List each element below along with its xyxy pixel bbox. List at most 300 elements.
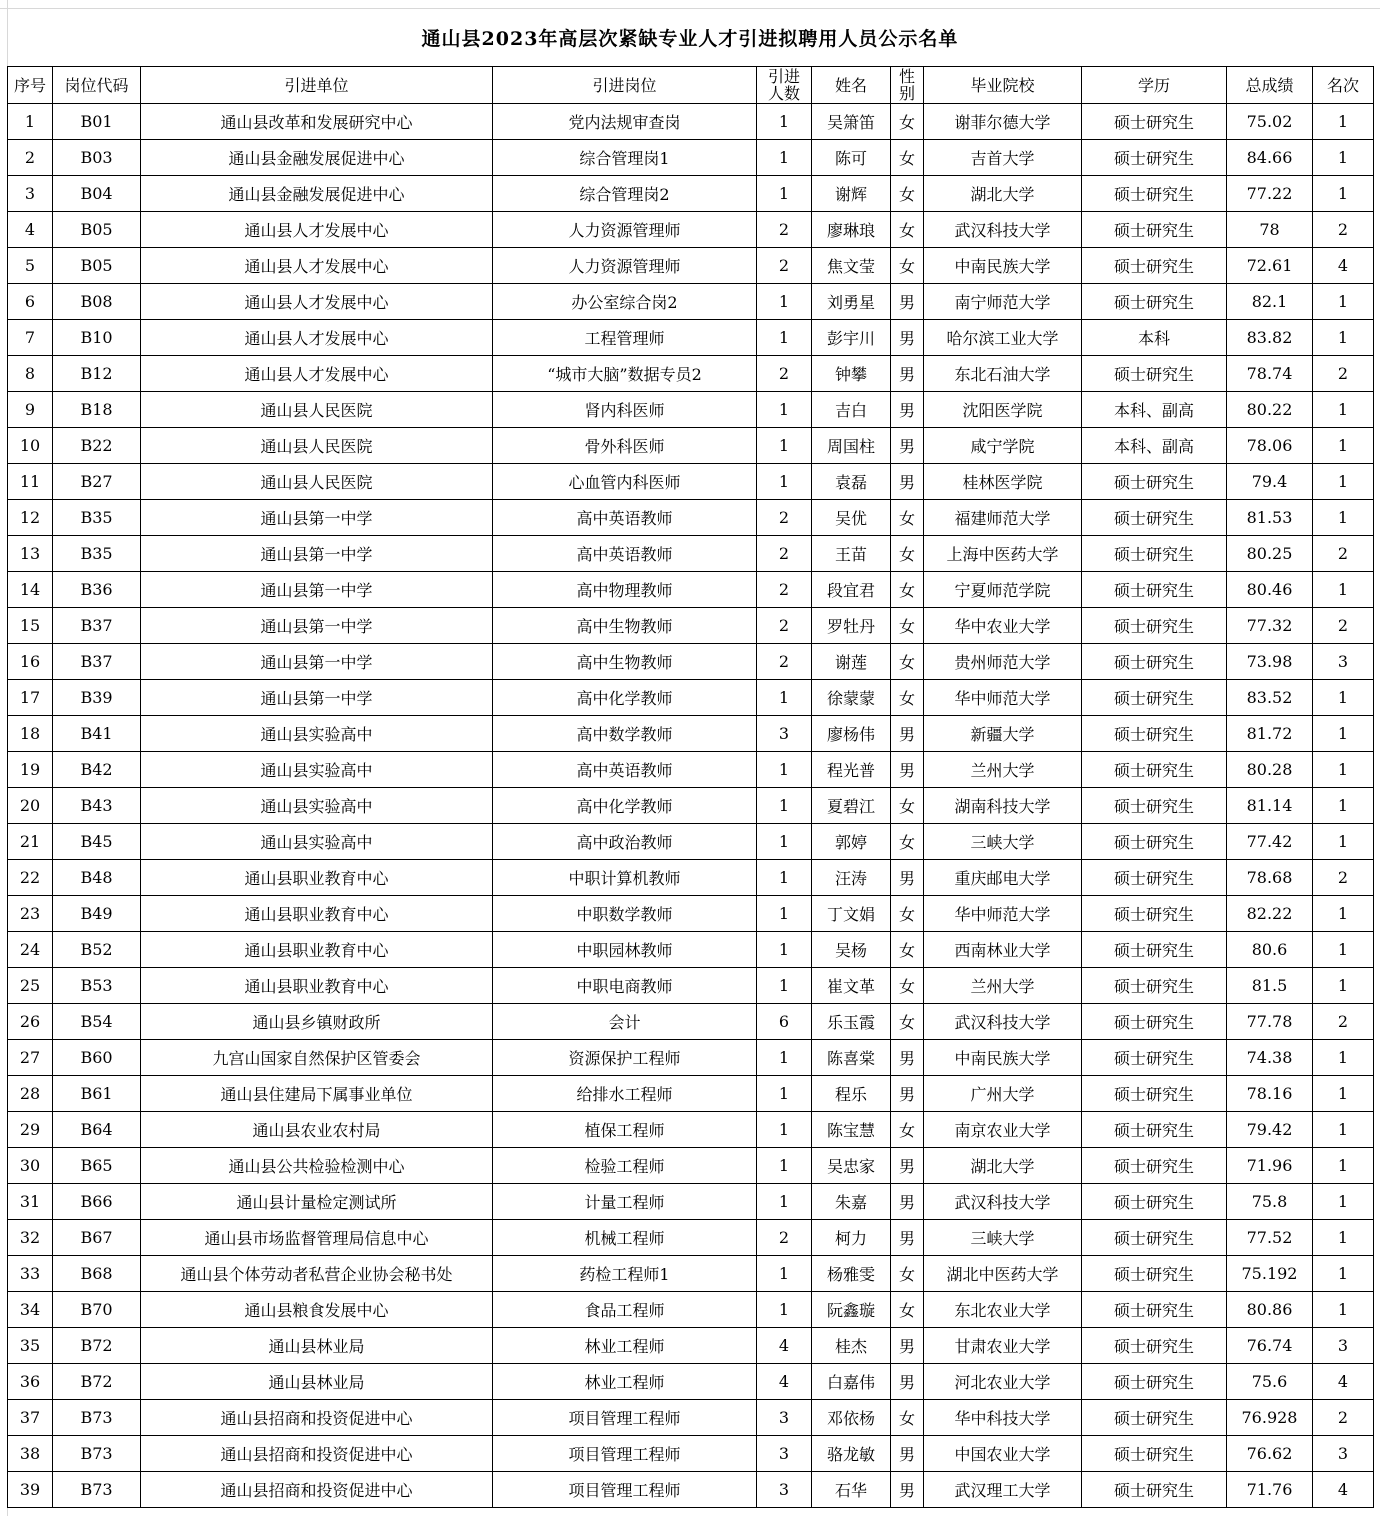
cell-name: 邓依杨 — [812, 1400, 891, 1436]
cell-degree: 硕士研究生 — [1082, 140, 1227, 176]
cell-quota: 1 — [757, 680, 812, 716]
cell-index: 27 — [8, 1040, 53, 1076]
cell-school: 中国农业大学 — [924, 1436, 1082, 1472]
header-post-code: 岗位代码 — [53, 67, 141, 104]
cell-rank: 1 — [1313, 1256, 1374, 1292]
cell-quota: 3 — [757, 1472, 812, 1508]
cell-post-code: B73 — [53, 1472, 141, 1508]
cell-score: 71.76 — [1227, 1472, 1313, 1508]
cell-degree: 硕士研究生 — [1082, 356, 1227, 392]
table-row — [8, 824, 1374, 860]
cell-post-code: B48 — [53, 860, 141, 896]
cell-gender: 女 — [891, 968, 924, 1004]
cell-rank: 1 — [1313, 968, 1374, 1004]
table-row — [8, 1004, 1374, 1040]
cell-name: 徐蒙蒙 — [812, 680, 891, 716]
cell-index: 11 — [8, 464, 53, 500]
cell-quota: 3 — [757, 716, 812, 752]
table-row — [8, 428, 1374, 464]
table-body — [8, 104, 1374, 1508]
cell-name: 刘勇星 — [812, 284, 891, 320]
cell-school: 福建师范大学 — [924, 500, 1082, 536]
cell-post: 骨外科医师 — [493, 428, 757, 464]
cell-score: 81.72 — [1227, 716, 1313, 752]
cell-gender: 男 — [891, 428, 924, 464]
cell-gender: 男 — [891, 356, 924, 392]
cell-gender: 女 — [891, 1292, 924, 1328]
cell-name: 袁磊 — [812, 464, 891, 500]
cell-quota: 1 — [757, 176, 812, 212]
cell-index: 25 — [8, 968, 53, 1004]
cell-school: 湖北大学 — [924, 1148, 1082, 1184]
cell-score: 75.8 — [1227, 1184, 1313, 1220]
cell-post-code: B04 — [53, 176, 141, 212]
cell-unit: 通山县人才发展中心 — [141, 212, 493, 248]
header-quota-text: 引进人数 — [767, 67, 800, 103]
cell-gender: 女 — [891, 104, 924, 140]
cell-index: 18 — [8, 716, 53, 752]
header-rank: 名次 — [1313, 67, 1374, 104]
cell-rank: 1 — [1313, 1148, 1374, 1184]
table-row — [8, 1400, 1374, 1436]
cell-school: 咸宁学院 — [924, 428, 1082, 464]
cell-degree: 硕士研究生 — [1082, 1256, 1227, 1292]
cell-school: 武汉科技大学 — [924, 1004, 1082, 1040]
cell-gender: 女 — [891, 176, 924, 212]
cell-unit: 通山县人才发展中心 — [141, 320, 493, 356]
cell-index: 33 — [8, 1256, 53, 1292]
cell-rank: 1 — [1313, 752, 1374, 788]
cell-post-code: B22 — [53, 428, 141, 464]
cell-unit: 通山县实验高中 — [141, 752, 493, 788]
cell-rank: 1 — [1313, 1040, 1374, 1076]
cell-index: 28 — [8, 1076, 53, 1112]
cell-post: 人力资源管理师 — [493, 212, 757, 248]
cell-school: 华中农业大学 — [924, 608, 1082, 644]
cell-rank: 3 — [1313, 644, 1374, 680]
cell-quota: 2 — [757, 536, 812, 572]
cell-unit: 通山县粮食发展中心 — [141, 1292, 493, 1328]
header-index: 序号 — [8, 67, 53, 104]
cell-post-code: B01 — [53, 104, 141, 140]
cell-score: 81.53 — [1227, 500, 1313, 536]
cell-post-code: B35 — [53, 500, 141, 536]
cell-rank: 1 — [1313, 1292, 1374, 1328]
cell-post: 综合管理岗2 — [493, 176, 757, 212]
cell-gender: 女 — [891, 1400, 924, 1436]
cell-unit: 通山县林业局 — [141, 1364, 493, 1400]
cell-score: 77.22 — [1227, 176, 1313, 212]
table-row — [8, 752, 1374, 788]
cell-post-code: B70 — [53, 1292, 141, 1328]
cell-gender: 女 — [891, 248, 924, 284]
cell-post-code: B03 — [53, 140, 141, 176]
cell-quota: 1 — [757, 284, 812, 320]
table-row — [8, 572, 1374, 608]
cell-rank: 4 — [1313, 248, 1374, 284]
cell-index: 16 — [8, 644, 53, 680]
cell-unit: 通山县招商和投资促进中心 — [141, 1472, 493, 1508]
cell-unit: 通山县职业教育中心 — [141, 932, 493, 968]
cell-name: 汪涛 — [812, 860, 891, 896]
table-row — [8, 1292, 1374, 1328]
table-row — [8, 1436, 1374, 1472]
cell-rank: 1 — [1313, 500, 1374, 536]
cell-unit: 通山县乡镇财政所 — [141, 1004, 493, 1040]
cell-gender: 女 — [891, 1004, 924, 1040]
cell-unit: 通山县个体劳动者私营企业协会秘书处 — [141, 1256, 493, 1292]
cell-index: 15 — [8, 608, 53, 644]
table-row — [8, 896, 1374, 932]
cell-quota: 1 — [757, 824, 812, 860]
sheet-bottom-area — [0, 1501, 1380, 1516]
cell-index: 35 — [8, 1328, 53, 1364]
cell-unit: 通山县人才发展中心 — [141, 356, 493, 392]
cell-degree: 硕士研究生 — [1082, 1220, 1227, 1256]
cell-rank: 2 — [1313, 1400, 1374, 1436]
cell-unit: 通山县人民医院 — [141, 428, 493, 464]
cell-degree: 硕士研究生 — [1082, 824, 1227, 860]
cell-degree: 硕士研究生 — [1082, 1400, 1227, 1436]
cell-degree: 硕士研究生 — [1082, 1148, 1227, 1184]
cell-rank: 2 — [1313, 1004, 1374, 1040]
cell-score: 77.78 — [1227, 1004, 1313, 1040]
cell-score: 76.74 — [1227, 1328, 1313, 1364]
cell-post-code: B60 — [53, 1040, 141, 1076]
cell-degree: 本科 — [1082, 320, 1227, 356]
cell-degree: 硕士研究生 — [1082, 968, 1227, 1004]
cell-gender: 男 — [891, 1328, 924, 1364]
cell-degree: 硕士研究生 — [1082, 644, 1227, 680]
cell-rank: 1 — [1313, 788, 1374, 824]
table-row — [8, 788, 1374, 824]
cell-name: 阮鑫璇 — [812, 1292, 891, 1328]
cell-name: 焦文莹 — [812, 248, 891, 284]
cell-score: 78 — [1227, 212, 1313, 248]
cell-school: 兰州大学 — [924, 752, 1082, 788]
cell-post: 高中生物教师 — [493, 644, 757, 680]
cell-degree: 硕士研究生 — [1082, 176, 1227, 212]
cell-index: 6 — [8, 284, 53, 320]
cell-school: 湖南科技大学 — [924, 788, 1082, 824]
table-row — [8, 716, 1374, 752]
table-row — [8, 1112, 1374, 1148]
cell-post: 资源保护工程师 — [493, 1040, 757, 1076]
cell-rank: 1 — [1313, 680, 1374, 716]
cell-post: 高中化学教师 — [493, 680, 757, 716]
cell-school: 武汉理工大学 — [924, 1472, 1082, 1508]
cell-rank: 1 — [1313, 1220, 1374, 1256]
cell-gender: 女 — [891, 572, 924, 608]
cell-gender: 男 — [891, 392, 924, 428]
cell-unit: 通山县第一中学 — [141, 572, 493, 608]
cell-post: 高中化学教师 — [493, 788, 757, 824]
cell-score: 79.4 — [1227, 464, 1313, 500]
cell-index: 36 — [8, 1364, 53, 1400]
cell-index: 9 — [8, 392, 53, 428]
cell-unit: 通山县实验高中 — [141, 716, 493, 752]
cell-school: 中南民族大学 — [924, 1040, 1082, 1076]
header-unit: 引进单位 — [141, 67, 493, 104]
table-row — [8, 284, 1374, 320]
cell-name: 吴箫笛 — [812, 104, 891, 140]
cell-score: 77.52 — [1227, 1220, 1313, 1256]
cell-rank: 1 — [1313, 104, 1374, 140]
cell-index: 24 — [8, 932, 53, 968]
cell-school: 宁夏师范学院 — [924, 572, 1082, 608]
cell-index: 21 — [8, 824, 53, 860]
cell-school: 武汉科技大学 — [924, 1184, 1082, 1220]
cell-degree: 硕士研究生 — [1082, 608, 1227, 644]
cell-rank: 1 — [1313, 824, 1374, 860]
cell-unit: 通山县人才发展中心 — [141, 248, 493, 284]
cell-degree: 硕士研究生 — [1082, 284, 1227, 320]
cell-post: 高中物理教师 — [493, 572, 757, 608]
table-row — [8, 356, 1374, 392]
cell-school: 谢菲尔德大学 — [924, 104, 1082, 140]
cell-rank: 1 — [1313, 428, 1374, 464]
cell-school: 南宁师范大学 — [924, 284, 1082, 320]
cell-post-code: B35 — [53, 536, 141, 572]
cell-quota: 2 — [757, 608, 812, 644]
cell-quota: 2 — [757, 212, 812, 248]
cell-rank: 1 — [1313, 1112, 1374, 1148]
cell-gender: 男 — [891, 1364, 924, 1400]
cell-quota: 1 — [757, 320, 812, 356]
cell-degree: 硕士研究生 — [1082, 536, 1227, 572]
cell-name: 程乐 — [812, 1076, 891, 1112]
cell-degree: 硕士研究生 — [1082, 1076, 1227, 1112]
cell-school: 东北石油大学 — [924, 356, 1082, 392]
cell-post: 心血管内科医师 — [493, 464, 757, 500]
cell-name: 吴优 — [812, 500, 891, 536]
cell-school: 湖北中医药大学 — [924, 1256, 1082, 1292]
cell-name: 白嘉伟 — [812, 1364, 891, 1400]
cell-unit: 通山县第一中学 — [141, 608, 493, 644]
cell-index: 37 — [8, 1400, 53, 1436]
cell-post-code: B66 — [53, 1184, 141, 1220]
cell-post: 会计 — [493, 1004, 757, 1040]
cell-post-code: B64 — [53, 1112, 141, 1148]
cell-name: 谢辉 — [812, 176, 891, 212]
cell-quota: 1 — [757, 428, 812, 464]
cell-rank: 1 — [1313, 320, 1374, 356]
cell-post-code: B10 — [53, 320, 141, 356]
table-row — [8, 1148, 1374, 1184]
cell-name: 夏碧江 — [812, 788, 891, 824]
cell-rank: 1 — [1313, 176, 1374, 212]
cell-rank: 1 — [1313, 932, 1374, 968]
cell-post: 中职数学教师 — [493, 896, 757, 932]
cell-quota: 1 — [757, 752, 812, 788]
cell-post-code: B73 — [53, 1400, 141, 1436]
cell-post-code: B72 — [53, 1364, 141, 1400]
cell-school: 吉首大学 — [924, 140, 1082, 176]
cell-quota: 1 — [757, 788, 812, 824]
cell-quota: 1 — [757, 104, 812, 140]
cell-school: 华中师范大学 — [924, 680, 1082, 716]
table-row — [8, 500, 1374, 536]
table-row — [8, 212, 1374, 248]
cell-score: 74.38 — [1227, 1040, 1313, 1076]
cell-gender: 女 — [891, 140, 924, 176]
cell-quota: 4 — [757, 1364, 812, 1400]
cell-school: 上海中医药大学 — [924, 536, 1082, 572]
cell-quota: 1 — [757, 1112, 812, 1148]
cell-name: 崔文革 — [812, 968, 891, 1004]
cell-school: 沈阳医学院 — [924, 392, 1082, 428]
cell-score: 75.192 — [1227, 1256, 1313, 1292]
cell-quota: 1 — [757, 968, 812, 1004]
cell-unit: 通山县计量检定测试所 — [141, 1184, 493, 1220]
cell-score: 80.86 — [1227, 1292, 1313, 1328]
cell-index: 31 — [8, 1184, 53, 1220]
cell-score: 73.98 — [1227, 644, 1313, 680]
cell-index: 32 — [8, 1220, 53, 1256]
cell-score: 77.42 — [1227, 824, 1313, 860]
cell-index: 19 — [8, 752, 53, 788]
cell-post: 计量工程师 — [493, 1184, 757, 1220]
cell-index: 4 — [8, 212, 53, 248]
cell-rank: 2 — [1313, 212, 1374, 248]
cell-unit: 通山县职业教育中心 — [141, 860, 493, 896]
cell-degree: 本科、副高 — [1082, 428, 1227, 464]
cell-name: 吴杨 — [812, 932, 891, 968]
cell-unit: 通山县第一中学 — [141, 680, 493, 716]
cell-index: 12 — [8, 500, 53, 536]
table-row — [8, 968, 1374, 1004]
table-row — [8, 860, 1374, 896]
cell-score: 83.82 — [1227, 320, 1313, 356]
cell-gender: 男 — [891, 752, 924, 788]
table-row — [8, 1184, 1374, 1220]
cell-post-code: B12 — [53, 356, 141, 392]
cell-score: 84.66 — [1227, 140, 1313, 176]
cell-school: 桂林医学院 — [924, 464, 1082, 500]
cell-post-code: B68 — [53, 1256, 141, 1292]
cell-gender: 男 — [891, 860, 924, 896]
cell-unit: 通山县职业教育中心 — [141, 896, 493, 932]
cell-name: 廖杨伟 — [812, 716, 891, 752]
cell-name: 骆龙敏 — [812, 1436, 891, 1472]
cell-quota: 2 — [757, 356, 812, 392]
header-post: 引进岗位 — [493, 67, 757, 104]
cell-score: 71.96 — [1227, 1148, 1313, 1184]
cell-degree: 硕士研究生 — [1082, 1436, 1227, 1472]
cell-gender: 女 — [891, 644, 924, 680]
cell-post: 检验工程师 — [493, 1148, 757, 1184]
cell-score: 81.5 — [1227, 968, 1313, 1004]
cell-quota: 1 — [757, 860, 812, 896]
cell-post: 林业工程师 — [493, 1364, 757, 1400]
cell-degree: 硕士研究生 — [1082, 1184, 1227, 1220]
cell-post-code: B18 — [53, 392, 141, 428]
cell-score: 78.16 — [1227, 1076, 1313, 1112]
cell-name: 桂杰 — [812, 1328, 891, 1364]
cell-rank: 1 — [1313, 716, 1374, 752]
cell-index: 8 — [8, 356, 53, 392]
table-row — [8, 248, 1374, 284]
cell-school: 华中师范大学 — [924, 896, 1082, 932]
cell-score: 79.42 — [1227, 1112, 1313, 1148]
cell-post: 植保工程师 — [493, 1112, 757, 1148]
cell-unit: 通山县招商和投资促进中心 — [141, 1400, 493, 1436]
cell-name: 廖琳琅 — [812, 212, 891, 248]
cell-unit: 通山县改革和发展研究中心 — [141, 104, 493, 140]
cell-name: 石华 — [812, 1472, 891, 1508]
cell-post-code: B37 — [53, 644, 141, 680]
cell-quota: 6 — [757, 1004, 812, 1040]
cell-gender: 女 — [891, 680, 924, 716]
cell-unit: 通山县金融发展促进中心 — [141, 176, 493, 212]
cell-post-code: B36 — [53, 572, 141, 608]
cell-index: 17 — [8, 680, 53, 716]
cell-name: 段宜君 — [812, 572, 891, 608]
cell-degree: 硕士研究生 — [1082, 680, 1227, 716]
cell-name: 陈宝慧 — [812, 1112, 891, 1148]
cell-index: 26 — [8, 1004, 53, 1040]
cell-name: 钟攀 — [812, 356, 891, 392]
cell-degree: 硕士研究生 — [1082, 104, 1227, 140]
cell-post: 高中英语教师 — [493, 536, 757, 572]
cell-score: 82.22 — [1227, 896, 1313, 932]
cell-unit: 通山县人民医院 — [141, 464, 493, 500]
cell-index: 3 — [8, 176, 53, 212]
cell-degree: 硕士研究生 — [1082, 1112, 1227, 1148]
header-gender — [891, 67, 924, 104]
cell-rank: 3 — [1313, 1328, 1374, 1364]
cell-post: 药检工程师1 — [493, 1256, 757, 1292]
cell-school: 武汉科技大学 — [924, 212, 1082, 248]
cell-name: 乐玉霞 — [812, 1004, 891, 1040]
cell-name: 彭宇川 — [812, 320, 891, 356]
cell-gender: 男 — [891, 1040, 924, 1076]
cell-quota: 1 — [757, 1076, 812, 1112]
cell-index: 10 — [8, 428, 53, 464]
cell-score: 76.62 — [1227, 1436, 1313, 1472]
cell-school: 湖北大学 — [924, 176, 1082, 212]
cell-school: 河北农业大学 — [924, 1364, 1082, 1400]
cell-school: 东北农业大学 — [924, 1292, 1082, 1328]
table-row — [8, 176, 1374, 212]
cell-school: 中南民族大学 — [924, 248, 1082, 284]
cell-quota: 1 — [757, 1040, 812, 1076]
table-row — [8, 608, 1374, 644]
cell-rank: 4 — [1313, 1472, 1374, 1508]
cell-post-code: B53 — [53, 968, 141, 1004]
cell-post: 食品工程师 — [493, 1292, 757, 1328]
cell-quota: 3 — [757, 1400, 812, 1436]
cell-unit: 通山县第一中学 — [141, 644, 493, 680]
table-row — [8, 1328, 1374, 1364]
cell-unit: 通山县金融发展促进中心 — [141, 140, 493, 176]
cell-post: 给排水工程师 — [493, 1076, 757, 1112]
cell-rank: 1 — [1313, 284, 1374, 320]
cell-name: 朱嘉 — [812, 1184, 891, 1220]
header-row — [8, 67, 1374, 104]
cell-gender: 男 — [891, 464, 924, 500]
cell-quota: 2 — [757, 1220, 812, 1256]
cell-post: 高中英语教师 — [493, 752, 757, 788]
cell-name: 柯力 — [812, 1220, 891, 1256]
cell-gender: 女 — [891, 824, 924, 860]
cell-score: 80.46 — [1227, 572, 1313, 608]
cell-school: 兰州大学 — [924, 968, 1082, 1004]
cell-rank: 1 — [1313, 896, 1374, 932]
cell-gender: 女 — [891, 932, 924, 968]
cell-school: 三峡大学 — [924, 824, 1082, 860]
cell-school: 三峡大学 — [924, 1220, 1082, 1256]
